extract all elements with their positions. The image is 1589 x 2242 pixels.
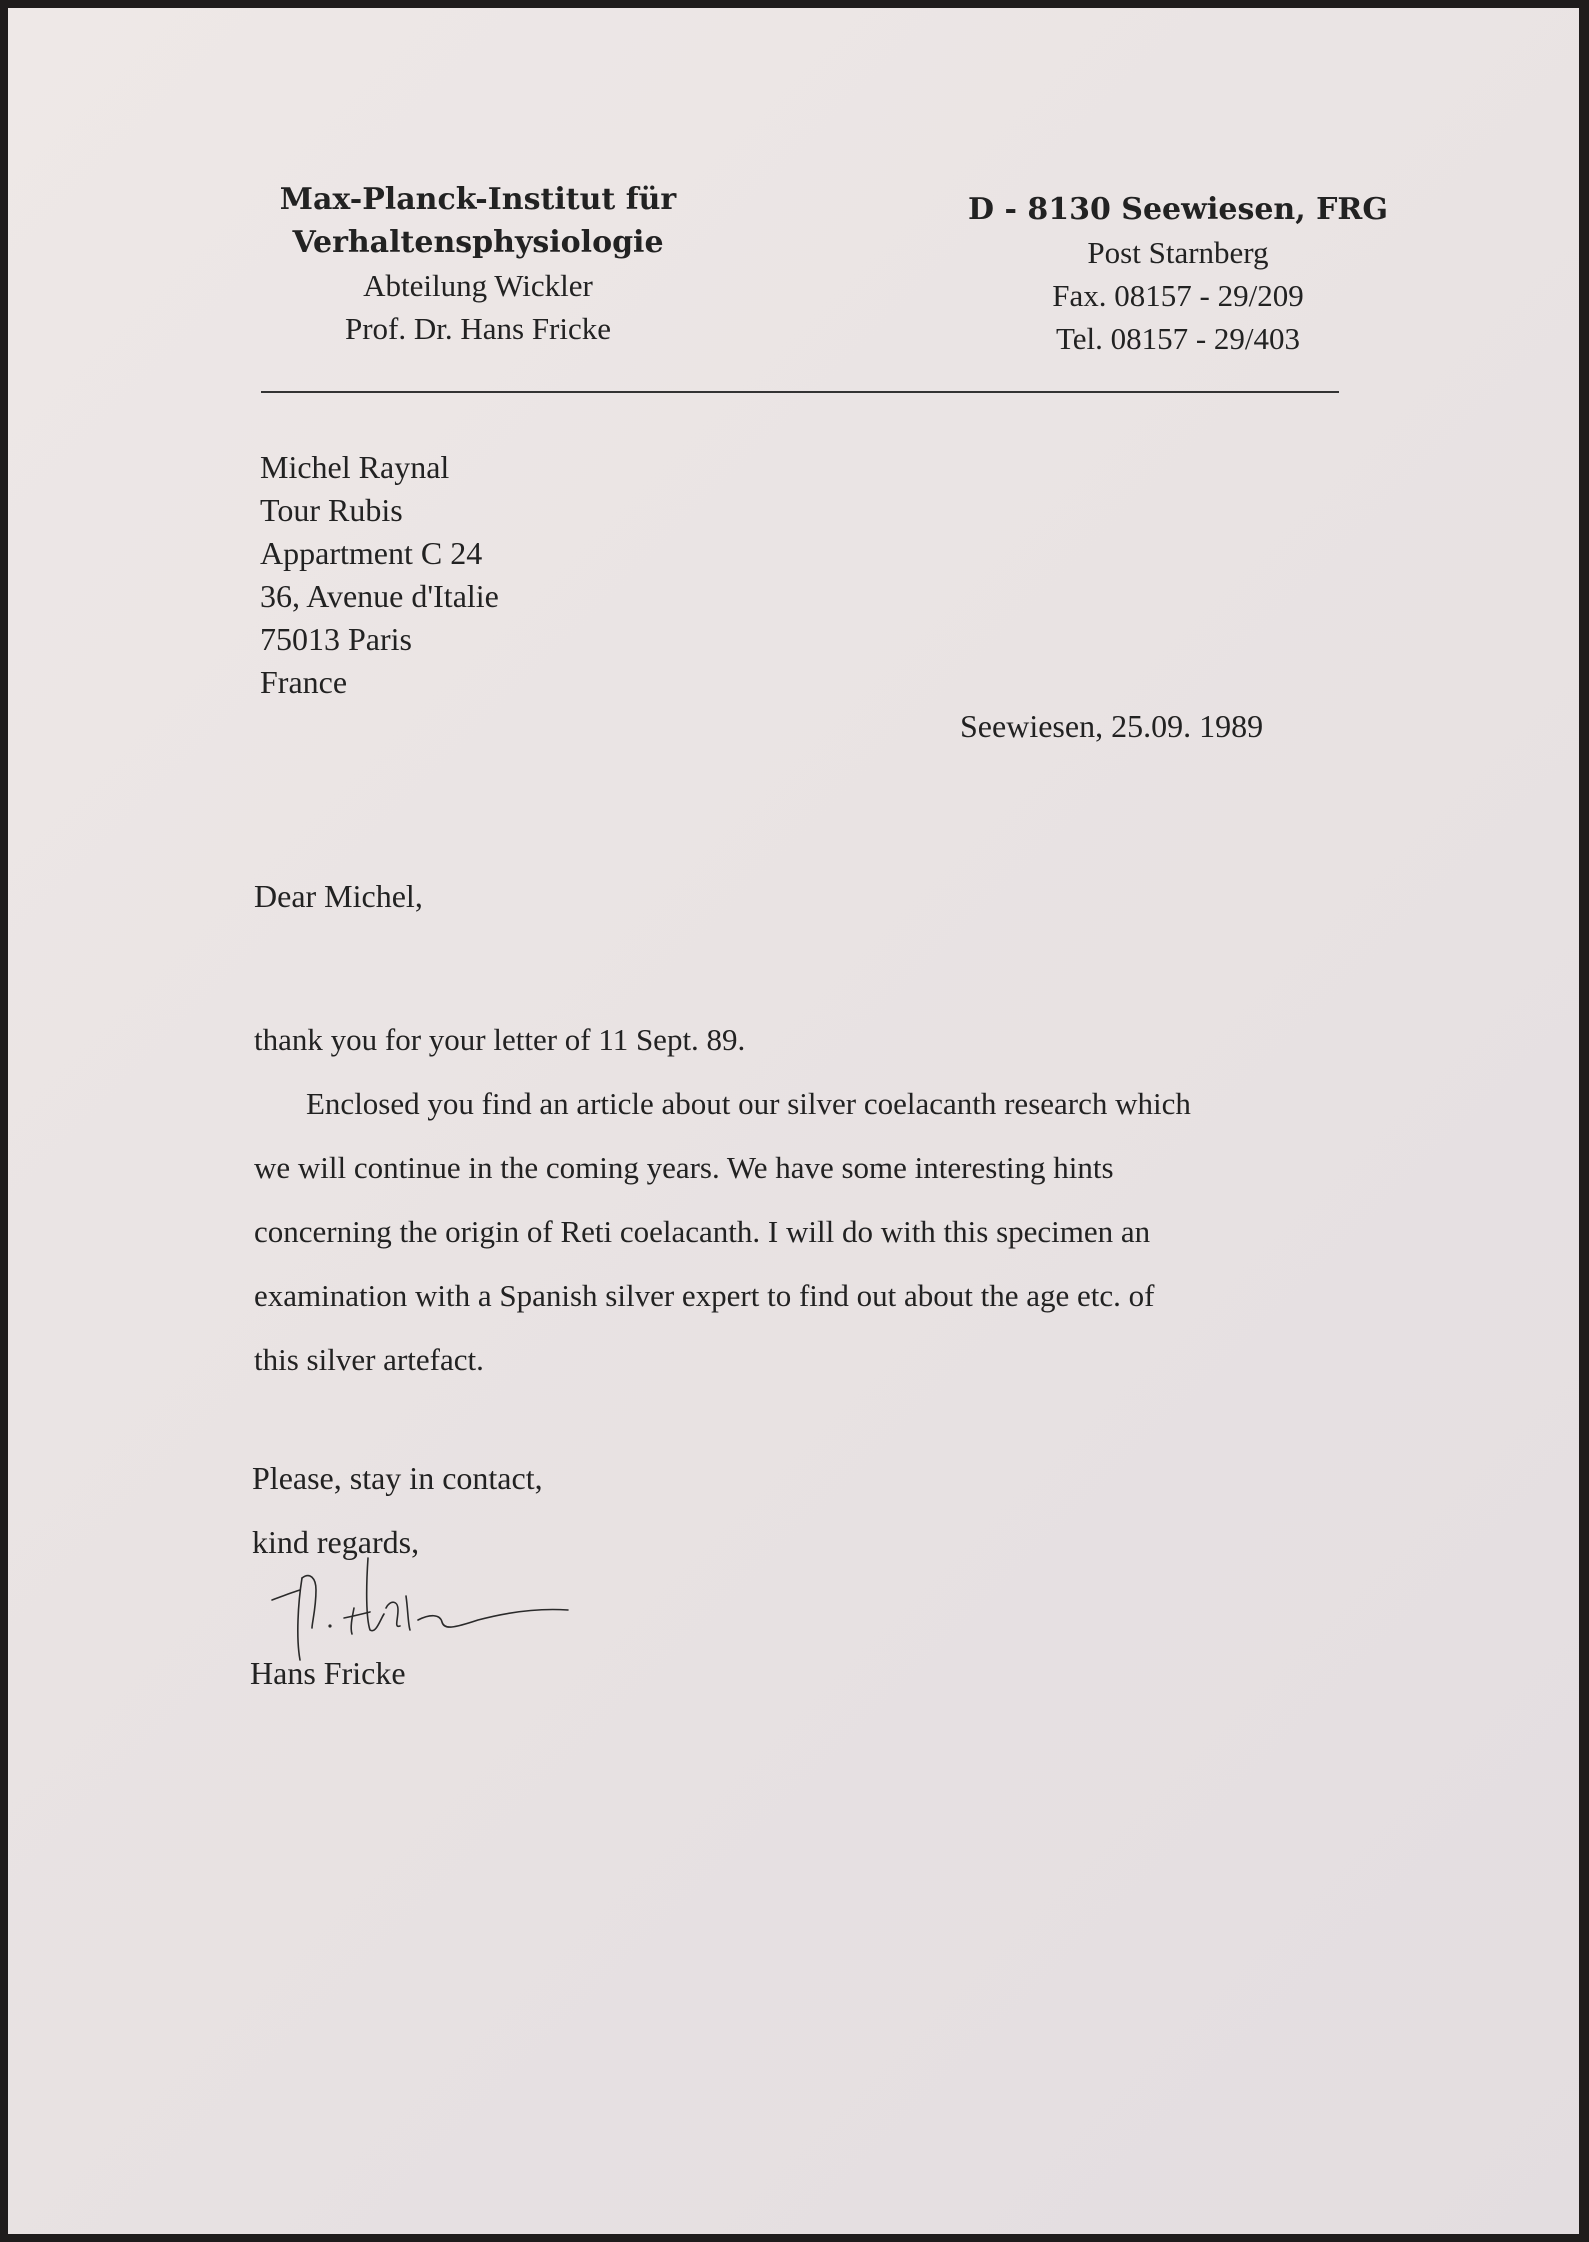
handwritten-signature — [258, 1548, 588, 1668]
letterhead-institute-block — [263, 178, 693, 350]
institute-name-line-1: Max-Planck-Institut für — [279, 182, 677, 217]
closing-line-regards: kind regards, — [252, 1524, 420, 1560]
letter-body — [254, 1008, 1191, 1392]
recipient-apartment: Appartment C 24 — [260, 535, 483, 571]
letterhead-divider — [261, 391, 1339, 393]
recipient-street: 36, Avenue d'Italie — [260, 578, 499, 614]
recipient-address — [260, 446, 499, 704]
recipient-name: Michel Raynal — [260, 449, 450, 485]
institute-location: D - 8130 Seewiesen, FRG — [968, 192, 1388, 227]
telephone-number: Tel. 08157 - 29/403 — [1055, 321, 1301, 356]
body-intro: thank you for your letter of 11 Sept. 89. — [254, 1022, 746, 1057]
postal-district: Post Starnberg — [1087, 235, 1269, 270]
closing-line-contact: Please, stay in contact, — [252, 1460, 543, 1496]
signer-name: Hans Fricke — [250, 1655, 406, 1691]
body-paragraph-line: we will continue in the coming years. We have some interesting hints — [254, 1150, 1114, 1185]
letter-date: Seewiesen, 25.09. 1989 — [960, 708, 1264, 744]
recipient-city: 75013 Paris — [260, 621, 412, 657]
letter-page — [8, 8, 1579, 2234]
body-paragraph-line: concerning the origin of Reti coelacanth. I will do with this specimen an — [254, 1214, 1151, 1249]
department-name: Abteilung Wickler — [363, 268, 593, 303]
recipient-country: France — [260, 664, 348, 700]
recipient-building: Tour Rubis — [260, 492, 403, 528]
letterhead-contact-block — [963, 188, 1393, 360]
body-paragraph-line: this silver artefact. — [254, 1342, 484, 1377]
body-paragraph-line: examination with a Spanish silver expert to find out about the age etc. of — [254, 1278, 1155, 1313]
institute-name-line-2: Verhaltensphysiologie — [292, 225, 664, 260]
body-paragraph-line: Enclosed you find an article about our silver coelacanth research which — [306, 1086, 1191, 1121]
salutation: Dear Michel, — [254, 878, 423, 914]
fax-number: Fax. 08157 - 29/209 — [1052, 278, 1304, 313]
sender-name-title: Prof. Dr. Hans Fricke — [344, 311, 612, 346]
